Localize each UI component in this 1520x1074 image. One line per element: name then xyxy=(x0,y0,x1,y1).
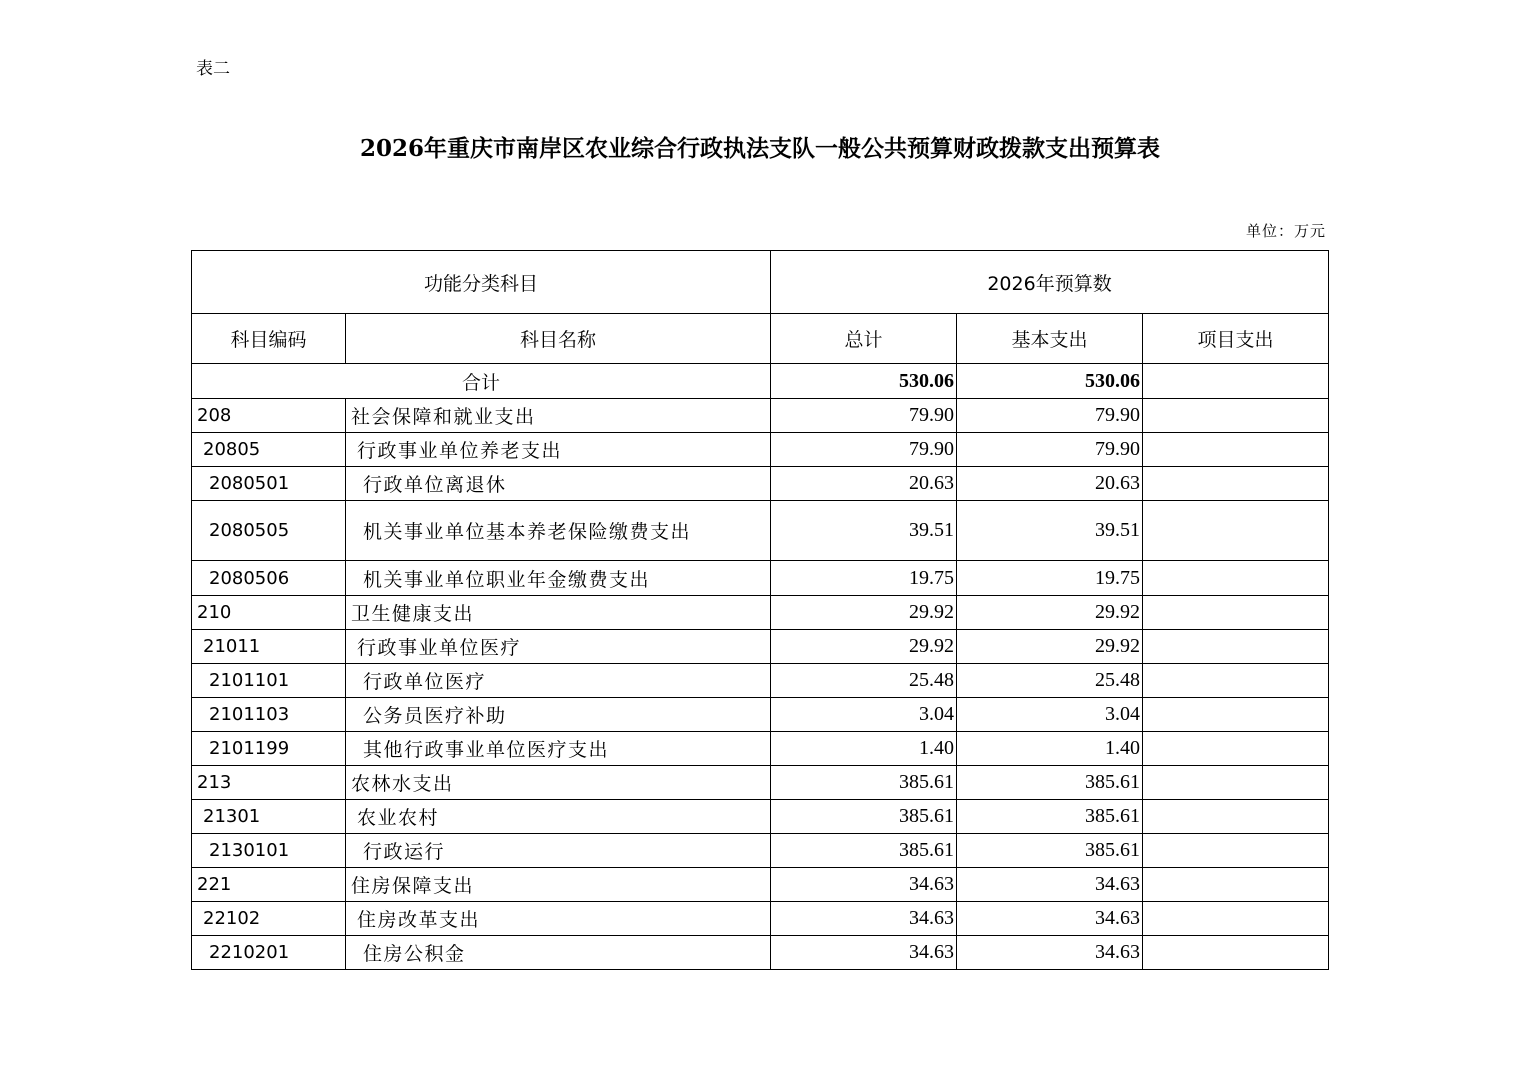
row-total: 25.48 xyxy=(771,664,957,698)
row-name: 社会保障和就业支出 xyxy=(346,399,771,433)
table-row xyxy=(192,936,1329,970)
row-code: 20805 xyxy=(192,433,346,467)
row-basic: 34.63 xyxy=(957,936,1143,970)
row-basic: 29.92 xyxy=(957,630,1143,664)
row-project xyxy=(1143,766,1329,800)
row-code: 2101199 xyxy=(192,732,346,766)
row-total: 34.63 xyxy=(771,868,957,902)
table-row xyxy=(192,630,1329,664)
row-code: 21301 xyxy=(192,800,346,834)
row-name: 农林水支出 xyxy=(346,766,771,800)
row-code: 2210201 xyxy=(192,936,346,970)
row-code: 213 xyxy=(192,766,346,800)
total-row xyxy=(192,364,1329,399)
table-row xyxy=(192,698,1329,732)
total-row-total: 530.06 xyxy=(771,364,957,399)
total-row-label: 合计 xyxy=(192,364,771,399)
row-basic: 34.63 xyxy=(957,902,1143,936)
row-project xyxy=(1143,868,1329,902)
total-row-basic: 530.06 xyxy=(957,364,1143,399)
row-code: 2101103 xyxy=(192,698,346,732)
row-total: 20.63 xyxy=(771,467,957,501)
row-total: 385.61 xyxy=(771,834,957,868)
row-basic: 1.40 xyxy=(957,732,1143,766)
row-name: 公务员医疗补助 xyxy=(346,698,771,732)
row-basic: 20.63 xyxy=(957,467,1143,501)
row-project xyxy=(1143,501,1329,561)
row-project xyxy=(1143,902,1329,936)
table-row xyxy=(192,834,1329,868)
row-total: 3.04 xyxy=(771,698,957,732)
row-name: 行政单位离退休 xyxy=(346,467,771,501)
table-row xyxy=(192,800,1329,834)
row-project xyxy=(1143,561,1329,596)
name-column-header: 科目名称 xyxy=(346,314,771,364)
row-name: 行政事业单位医疗 xyxy=(346,630,771,664)
row-project xyxy=(1143,399,1329,433)
row-name: 农业农村 xyxy=(346,800,771,834)
row-code: 2130101 xyxy=(192,834,346,868)
row-basic: 25.48 xyxy=(957,664,1143,698)
table-row xyxy=(192,501,1329,561)
document-title: 2026年重庆市南岸区农业综合行政执法支队一般公共预算财政拨款支出预算表 xyxy=(359,135,1160,162)
row-code: 221 xyxy=(192,868,346,902)
table-row xyxy=(192,596,1329,630)
row-total: 385.61 xyxy=(771,766,957,800)
row-name: 行政事业单位养老支出 xyxy=(346,433,771,467)
basic-column-header: 基本支出 xyxy=(957,314,1143,364)
table-row xyxy=(192,732,1329,766)
row-basic: 385.61 xyxy=(957,766,1143,800)
row-code: 2101101 xyxy=(192,664,346,698)
row-total: 19.75 xyxy=(771,561,957,596)
row-project xyxy=(1143,698,1329,732)
total-column-header: 总计 xyxy=(771,314,957,364)
row-code: 2080506 xyxy=(192,561,346,596)
table-row xyxy=(192,766,1329,800)
row-basic: 29.92 xyxy=(957,596,1143,630)
row-name: 机关事业单位基本养老保险缴费支出 xyxy=(346,501,771,561)
total-row-project xyxy=(1143,364,1329,399)
category-group-header: 功能分类科目 xyxy=(192,251,771,314)
row-project xyxy=(1143,834,1329,868)
table-row xyxy=(192,868,1329,902)
row-name: 行政单位医疗 xyxy=(346,664,771,698)
table-row xyxy=(192,664,1329,698)
row-project xyxy=(1143,732,1329,766)
row-code: 2080505 xyxy=(192,501,346,561)
row-project xyxy=(1143,433,1329,467)
row-name: 住房改革支出 xyxy=(346,902,771,936)
row-basic: 3.04 xyxy=(957,698,1143,732)
row-code: 22102 xyxy=(192,902,346,936)
row-name: 卫生健康支出 xyxy=(346,596,771,630)
table-row xyxy=(192,902,1329,936)
row-name: 住房公积金 xyxy=(346,936,771,970)
table-row xyxy=(192,433,1329,467)
row-basic: 34.63 xyxy=(957,868,1143,902)
row-basic: 19.75 xyxy=(957,561,1143,596)
row-code: 210 xyxy=(192,596,346,630)
row-project xyxy=(1143,467,1329,501)
row-code: 208 xyxy=(192,399,346,433)
project-column-header: 项目支出 xyxy=(1143,314,1329,364)
row-basic: 385.61 xyxy=(957,834,1143,868)
row-name: 住房保障支出 xyxy=(346,868,771,902)
row-basic: 385.61 xyxy=(957,800,1143,834)
row-total: 34.63 xyxy=(771,902,957,936)
row-total: 1.40 xyxy=(771,732,957,766)
row-total: 29.92 xyxy=(771,630,957,664)
table-row xyxy=(192,399,1329,433)
row-basic: 79.90 xyxy=(957,433,1143,467)
row-project xyxy=(1143,630,1329,664)
row-name: 行政运行 xyxy=(346,834,771,868)
table-row xyxy=(192,467,1329,501)
row-total: 79.90 xyxy=(771,433,957,467)
row-project xyxy=(1143,936,1329,970)
row-basic: 39.51 xyxy=(957,501,1143,561)
row-project xyxy=(1143,800,1329,834)
budget-group-header: 2026年预算数 xyxy=(771,251,1329,314)
row-total: 29.92 xyxy=(771,596,957,630)
row-code: 2080501 xyxy=(192,467,346,501)
row-name: 其他行政事业单位医疗支出 xyxy=(346,732,771,766)
table-row xyxy=(192,561,1329,596)
unit-label: 单位：万元 xyxy=(1245,222,1326,240)
row-total: 39.51 xyxy=(771,501,957,561)
row-total: 34.63 xyxy=(771,936,957,970)
row-code: 21011 xyxy=(192,630,346,664)
table-number-label: 表二 xyxy=(196,59,230,79)
row-project xyxy=(1143,664,1329,698)
row-basic: 79.90 xyxy=(957,399,1143,433)
budget-table xyxy=(191,250,1329,970)
row-name: 机关事业单位职业年金缴费支出 xyxy=(346,561,771,596)
row-project xyxy=(1143,596,1329,630)
code-column-header: 科目编码 xyxy=(192,314,346,364)
row-total: 79.90 xyxy=(771,399,957,433)
row-total: 385.61 xyxy=(771,800,957,834)
